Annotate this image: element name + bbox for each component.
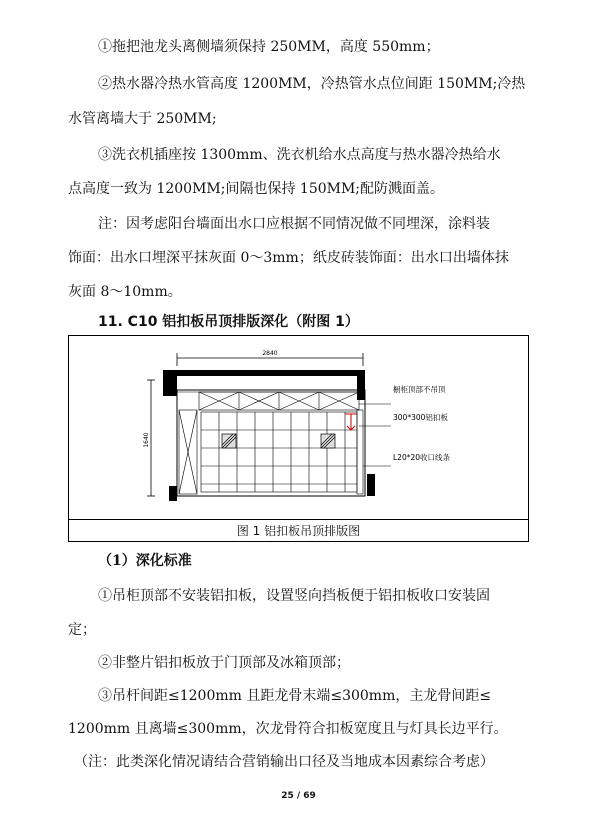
figure-caption: 图 1 铝扣板吊顶排版图 [69, 519, 528, 541]
standards-title: （1）深化标准 [98, 553, 192, 569]
label-cabinet-top: 橱柜顶部不吊顶 [393, 385, 446, 394]
standards-note: （注：此类深化情况请结合营销输出口径及当地成本因素综合考虑） [74, 754, 494, 770]
standard-1-line2: 定； [68, 622, 96, 638]
ceiling-layout-drawing [69, 336, 530, 522]
paragraph-washer-line1: ③洗衣机插座按 1300mm、洗衣机给水点高度与热水器冷热给水 [98, 147, 501, 163]
dimension-left-label: 1640 [143, 432, 150, 448]
paragraph-heater-line2: 水管离墙大于 250MM; [68, 111, 217, 127]
standard-1-line1: ①吊柜顶部不安装铝扣板，设置竖向挡板便于铝扣板收口安装固 [98, 588, 490, 604]
label-panel: 300*300铝扣板 [393, 413, 448, 422]
paragraph-washer-line2: 点高度一致为 1200MM;间隔也保持 150MM;配防溅面盖。 [68, 181, 445, 197]
paragraph-mop-sink: ①拖把池龙头离侧墙须保持 250MM，高度 550mm； [98, 39, 440, 55]
label-trim: L20*20收口线条 [393, 453, 451, 462]
note-line2: 饰面：出水口埋深平抹灰面 0～3mm；纸皮砖装饰面：出水口出墙体抹 [68, 250, 509, 266]
standard-2: ②非整片铝扣板放于门顶部及冰箱顶部； [98, 655, 350, 671]
standard-3-line2: 1200mm 且离墙≤300mm，次龙骨符合扣板宽度且与灯具长边平行。 [68, 721, 508, 737]
section-title: 11. C10 铝扣板吊顶排版深化（附图 1） [98, 314, 359, 330]
note-line1: 注：因考虑阳台墙面出水口应根据不同情况做不同埋深，涂料装 [98, 216, 490, 232]
note-line3: 灰面 8～10mm。 [68, 284, 182, 300]
dimension-top-label: 2840 [262, 350, 278, 357]
standard-3-line1: ③吊杆间距≤1200mm 且距龙骨末端≤300mm，主龙骨间距≤ [98, 688, 492, 704]
page-number: 25 / 69 [281, 791, 316, 801]
paragraph-heater-line1: ②热水器冷热水管高度 1200MM，冷热管水点位间距 150MM;冷热 [98, 76, 526, 92]
ceiling-layout-figure [68, 335, 529, 542]
